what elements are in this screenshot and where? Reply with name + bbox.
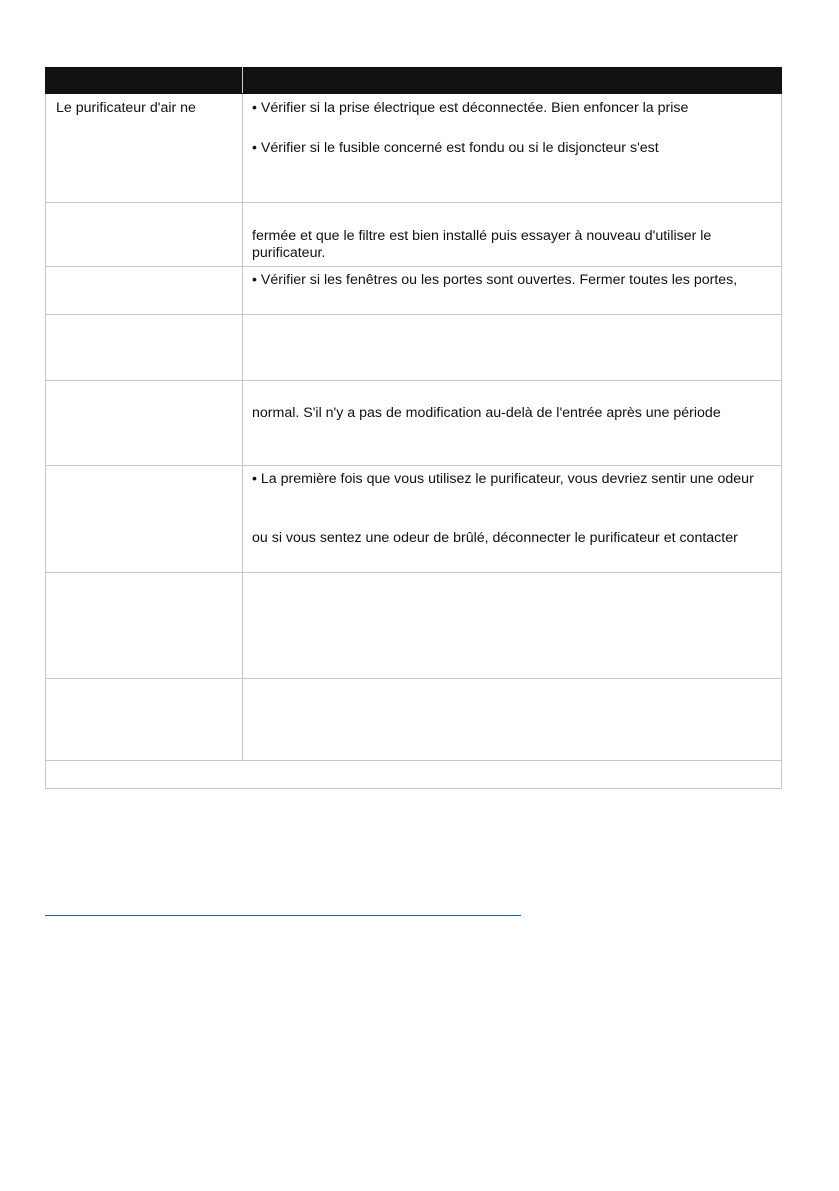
solution-line: • La première fois que vous utilisez le purificateur, vous devriez sentir une odeur [252, 471, 754, 487]
table-row [46, 381, 782, 466]
footer-cell [46, 761, 782, 789]
problem-cell [46, 679, 243, 761]
table-row [46, 94, 782, 203]
solution-line: • Vérifier si les fenêtres ou les portes sont ouvertes. Fermer toutes les portes, [252, 272, 738, 288]
problem-cell [46, 315, 243, 381]
problem-cell [46, 203, 243, 267]
solution-cell [243, 573, 782, 679]
problem-cell [46, 466, 243, 573]
problem-text: Le purificateur d'air ne [56, 100, 196, 116]
solution-line: normal. S'il n'y a pas de modification au-delà de l'entrée après une période [252, 405, 721, 421]
solution-line: • Vérifier si le fusible concerné est fondu ou si le disjoncteur s'est [252, 140, 659, 156]
solution-cell [243, 267, 782, 315]
table-row [46, 573, 782, 679]
problem-cell [46, 267, 243, 315]
table-row [46, 315, 782, 381]
solution-line: purificateur. [252, 245, 326, 261]
problem-cell [46, 381, 243, 466]
header-problem [46, 68, 243, 94]
solution-line: fermée et que le filtre est bien installé puis essayer à nouveau d'utiliser le [252, 228, 712, 244]
troubleshooting-table [45, 67, 782, 789]
table-footer-row [46, 761, 782, 789]
solution-line: ou si vous sentez une odeur de brûlé, déconnecter le purificateur et contacter [252, 530, 738, 546]
solution-cell [243, 203, 782, 267]
problem-cell [46, 94, 243, 203]
header-solution [243, 68, 782, 94]
solution-cell [243, 466, 782, 573]
solution-cell [243, 315, 782, 381]
solution-line: • Vérifier si la prise électrique est déconnectée. Bien enfoncer la prise [252, 100, 689, 116]
table-header-row [46, 68, 782, 94]
solution-cell [243, 679, 782, 761]
solution-cell [243, 94, 782, 203]
problem-cell [46, 573, 243, 679]
table-row [46, 679, 782, 761]
table-row [46, 466, 782, 573]
table-row [46, 203, 782, 267]
solution-cell [243, 381, 782, 466]
table-row [46, 267, 782, 315]
hyperlink-underline[interactable] [45, 915, 521, 916]
